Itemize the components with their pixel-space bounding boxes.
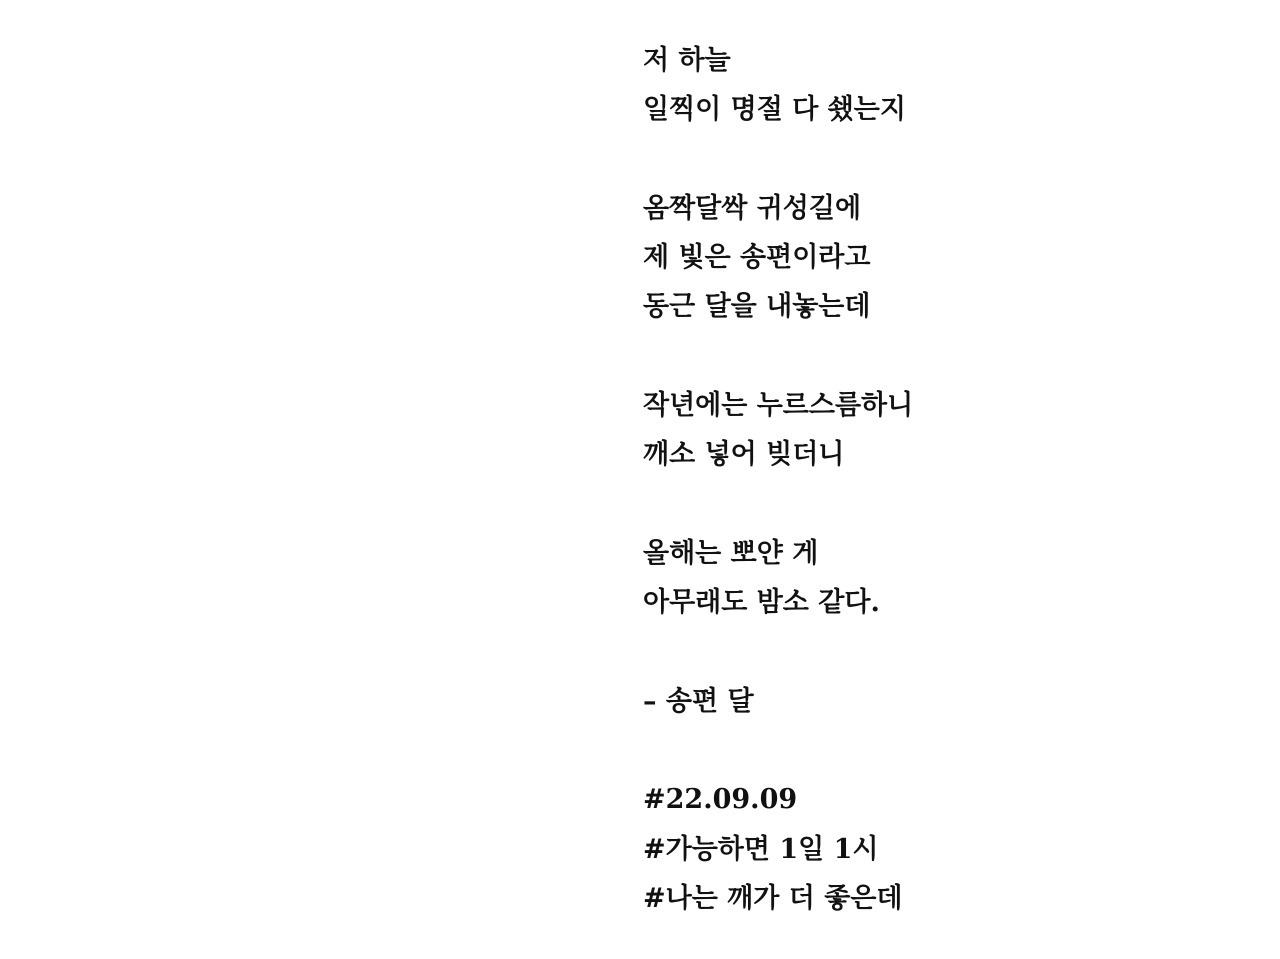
poem-title-line: – 송편 달 xyxy=(643,685,754,717)
poem-line: 아무래도 밤소 같다. xyxy=(643,587,880,619)
poem-line: 동근 달을 내놓는데 xyxy=(643,291,871,323)
poem-line: 올해는 뽀얀 게 xyxy=(643,537,819,569)
poem-line: 옴짝달싹 귀성길에 xyxy=(643,192,862,224)
hashtag[interactable]: #나는 깨가 더 좋은데 xyxy=(643,883,903,915)
stanza-break xyxy=(643,726,1243,775)
poem-line: 깨소 넣어 빚더니 xyxy=(643,439,845,471)
poem-line: 제 빛은 송편이라고 xyxy=(643,242,871,274)
poem-line: 저 하늘 xyxy=(643,45,731,76)
hashtag[interactable]: #22.09.09 xyxy=(643,784,798,816)
stanza-break xyxy=(643,480,1243,529)
poem-line: 일찍이 명절 다 쇘는지 xyxy=(643,94,906,126)
poem-body xyxy=(643,36,1243,923)
hashtag[interactable]: #가능하면 1일 1시 xyxy=(643,833,879,865)
stanza-break xyxy=(643,628,1243,677)
poem-line: 작년에는 누르스름하니 xyxy=(643,390,914,422)
stanza-break xyxy=(643,332,1243,381)
stanza-break xyxy=(643,135,1243,184)
